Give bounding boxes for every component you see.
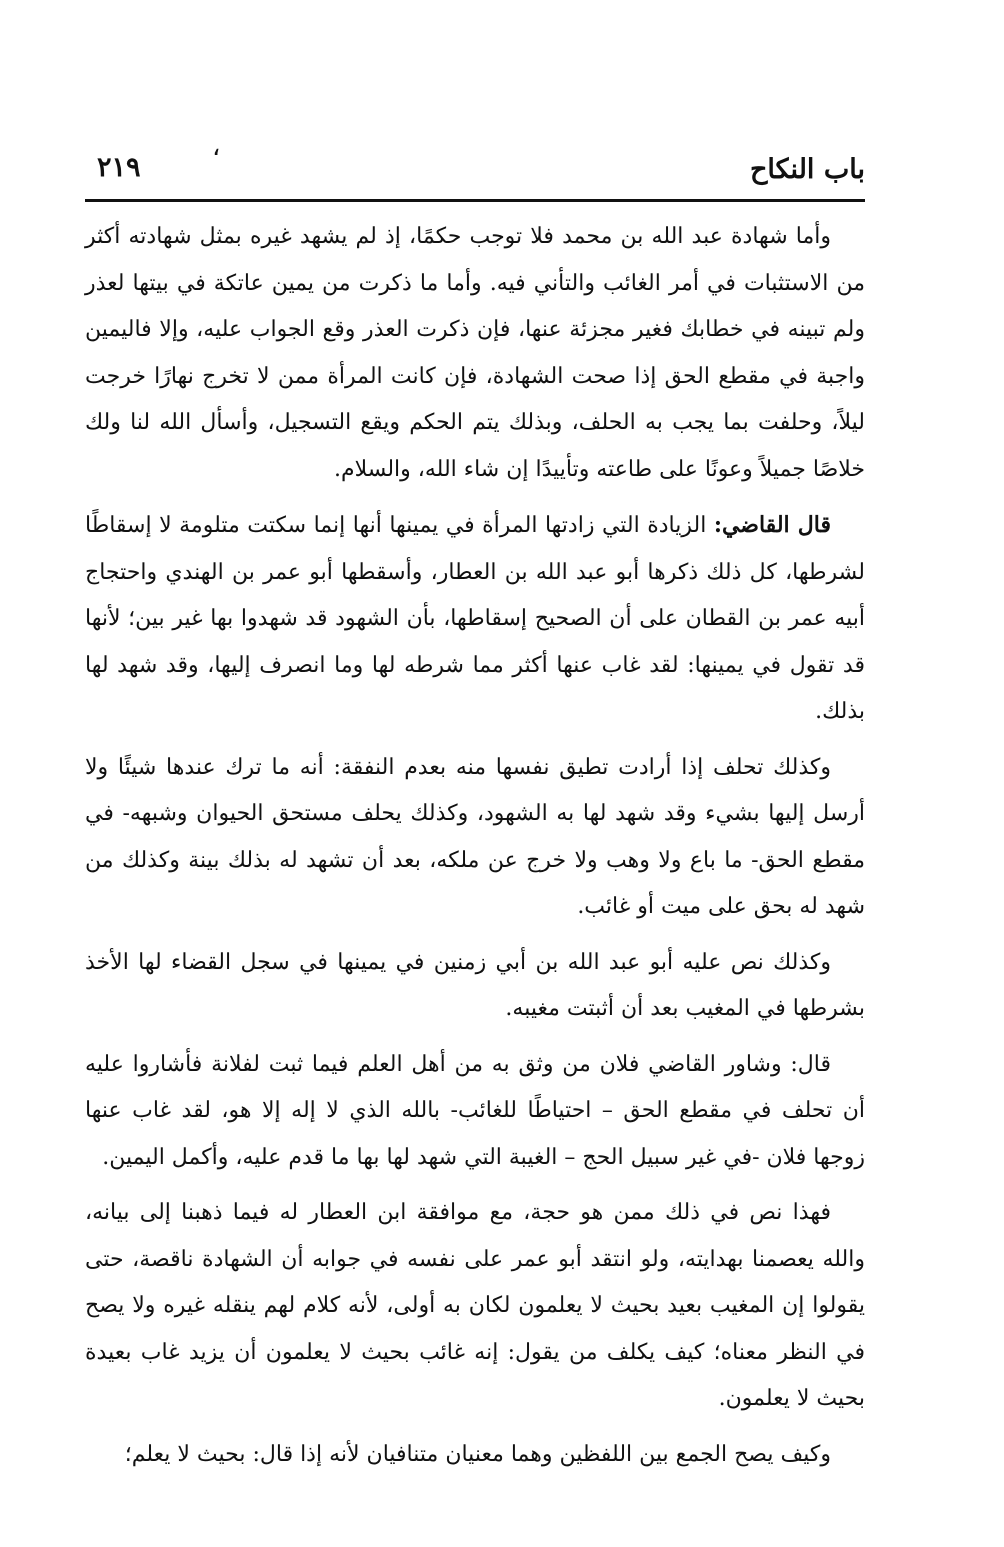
paragraph-text: الزيادة التي زادتها المرأة في يمينها أنها إنما سكتت متلومة لا إسقاطًا لشرطها، كل ذلك ذكرها أبو عبد الله بن العطار، وأسقطها أبو عمر بن الهندي واحتجاج أبيه عمر بن القطان على أن الصحيح إسقاطها، بأن الشهود قد شهدوا بها غير بين؛ لأنها قد تقول في يمينها: لقد غاب عنها أكثر مما شرطه لها وما انصرف إليها، وقد شهد لها بذلك. (85, 513, 865, 724)
running-head: باب النكاح (749, 154, 865, 185)
speaker-label: قال القاضي: (713, 512, 831, 538)
paragraph-text: وكذلك نص عليه أبو عبد الله بن أبي زمنين في يمينها في سجل القضاء لها الأخذ بشرطها في المغيب بعد أن أثبتت مغيبه. (85, 949, 865, 1021)
body-text (85, 214, 865, 1487)
paragraph (85, 940, 865, 1033)
paragraph (85, 1042, 865, 1182)
paragraph (85, 1432, 865, 1479)
paragraph (85, 745, 865, 931)
paragraph-text: قال: وشاور القاضي فلان من وثق به من أهل العلم فيما ثبت لفلانة فأشاروا عليه أن تحلف في مقطع الحق – احتياطًا للغائب- بالله الذي لا إله إلا هو، لقد غاب عنها زوجها فلان -في غير سبيل الحج – الغيبة التي شهد لها بها ما قدم عليه، وأكمل اليمين. (85, 1051, 865, 1170)
paragraph-text: وكيف يصح الجمع بين اللفظين وهما معنيان متنافيان لأنه إذا قال: بحيث لا يعلم؛ (124, 1441, 831, 1467)
paragraph-text: وأما شهادة عبد الله بن محمد فلا توجب حكمًا، إذ لم يشهد غيره بمثل شهادته أكثر من الاستثبات في أمر الغائب والتأني فيه. وأما ما ذكرت من يمين عاتكة في بيتها لعذر ولم تبينه في خطابك فغير مجزئة عنها، فإن ذكرت العذر وقع الجواب عليه، وإلا فاليمين واجبة في مقطع الحق إذا صحت الشهادة، فإن كانت المرأة ممن لا تخرج نهارًا خرجت ليلاً، وحلفت بما يجب به الحلف، وبذلك يتم الحكم ويقع التسجيل، وأسأل الله لنا ولك خلاصًا جميلاً وعونًا على طاعته وتأييدًا إن شاء الله، والسلام. (85, 224, 865, 482)
paragraph (85, 1190, 865, 1423)
page-number: ٢١٩ (97, 152, 141, 183)
header-rule (85, 199, 865, 202)
paragraph-text: وكذلك تحلف إذا أرادت تطيق نفسها منه بعدم النفقة: أنه ما ترك عندها شيئًا ولا أرسل إليها بشيء وقد شهد لها به الشهود، وكذلك يحلف مستحق الحيوان وشبهه- في مقطع الحق- ما باع ولا وهب ولا خرج عن ملكه، بعد أن تشهد له بذلك بينة وكذلك من شهد له بحق على ميت أو غائب. (85, 754, 865, 919)
paragraph (85, 214, 865, 493)
stray-mark: ، (212, 132, 221, 162)
paragraph-text: فهذا نص في ذلك ممن هو حجة، مع موافقة ابن العطار له فيما ذهبنا إلى بيانه، والله يعصمنا بهدايته، ولو انتقد أبو عمر على نفسه في جوابه أن الشهادة ناقصة، حتى يقولوا إن المغيب بعيد بحيث لا يعلمون لكان به أولى، لأنه كلام لهم ينقله غيره ولا يصح في النظر معناه؛ كيف يكلف من يقول: إنه غائب بحيث لا يعلمون أن يزيد غاب بعيدة بحيث لا يعلمون. (85, 1200, 865, 1411)
paragraph (85, 502, 865, 736)
page-header (85, 150, 865, 196)
